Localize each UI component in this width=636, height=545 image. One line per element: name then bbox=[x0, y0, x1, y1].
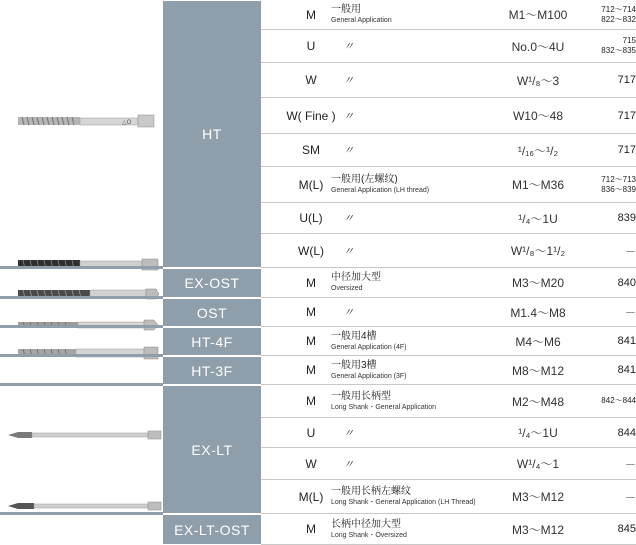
thread-type: M(L) bbox=[298, 489, 324, 504]
page-number: 717 bbox=[617, 144, 636, 156]
table-row bbox=[261, 234, 636, 268]
page-number: 844 bbox=[617, 426, 636, 439]
thread-type: M bbox=[306, 7, 316, 22]
svg-text:△O: △O bbox=[122, 119, 132, 126]
application-cn: 一般用4槽 bbox=[331, 330, 377, 342]
page-number: 839 bbox=[617, 212, 636, 224]
application-en: General Application (3F) bbox=[331, 372, 407, 380]
page-ref bbox=[585, 514, 636, 544]
thread-type: W bbox=[305, 456, 317, 471]
tap-ex-lt-ost-icon bbox=[8, 499, 163, 513]
page-number: － bbox=[625, 491, 636, 504]
size-range: ¹/₄～1U bbox=[518, 211, 558, 226]
application-cn: 长柄中径加大型 bbox=[331, 518, 401, 530]
ditto-mark: 〃 bbox=[343, 245, 354, 258]
table-row bbox=[261, 385, 636, 418]
page-number: 841 bbox=[617, 364, 636, 376]
page-number: － bbox=[625, 458, 636, 471]
application-cn: 中径加大型 bbox=[331, 272, 381, 283]
table-row bbox=[261, 98, 636, 134]
page-number: 841 bbox=[617, 335, 636, 347]
size-range: ¹/₁₆～¹/₂ bbox=[517, 143, 559, 158]
page-number: 715 bbox=[622, 36, 636, 45]
page-ref bbox=[585, 298, 636, 326]
group-divider bbox=[0, 325, 163, 328]
ditto-mark: 〃 bbox=[343, 213, 354, 225]
thread-type: W bbox=[305, 73, 317, 87]
page-number: 717 bbox=[617, 74, 636, 86]
table-row bbox=[261, 30, 636, 63]
tap-ex-lt-icon bbox=[8, 428, 163, 442]
page-number: 712～713 bbox=[601, 174, 636, 184]
thread-type: U(L) bbox=[299, 211, 323, 225]
application-cn: 一般用长柄左螺纹 bbox=[331, 486, 411, 497]
page-number: 845 bbox=[617, 523, 636, 535]
page-ref bbox=[585, 30, 636, 62]
page-ref bbox=[585, 0, 636, 29]
size-range: M3～M20 bbox=[511, 276, 564, 290]
table-row bbox=[261, 268, 636, 298]
series-label: HT-3F bbox=[163, 357, 261, 384]
page-ref bbox=[585, 448, 636, 479]
thread-type: SM bbox=[302, 143, 320, 157]
application-cn: 一般用(左螺纹) bbox=[331, 174, 398, 185]
size-range: No.0～4U bbox=[511, 39, 565, 54]
table-row bbox=[261, 418, 636, 448]
series-label: OST bbox=[163, 299, 261, 326]
application-en: Long Shank・General Application (LH Thread) bbox=[331, 499, 476, 506]
page-ref bbox=[585, 98, 636, 133]
group-divider bbox=[0, 296, 163, 299]
tap-ht-3f-icon bbox=[18, 345, 160, 361]
group-divider bbox=[0, 383, 163, 386]
size-range: M3～M12 bbox=[511, 490, 564, 504]
page-ref bbox=[585, 480, 636, 513]
page-number: 822～832 bbox=[601, 14, 636, 24]
series-label: EX-LT bbox=[163, 386, 261, 513]
size-range: M3～M12 bbox=[511, 522, 564, 537]
thread-type: M bbox=[306, 334, 316, 348]
thread-type: W(L) bbox=[298, 243, 324, 258]
table-row bbox=[261, 514, 636, 545]
thread-type: M(L) bbox=[298, 177, 324, 192]
application-cn: 一般用长柄型 bbox=[331, 390, 391, 402]
ditto-mark: 〃 bbox=[343, 458, 354, 471]
table-row bbox=[261, 203, 636, 234]
thread-type: U bbox=[306, 39, 316, 53]
table-row bbox=[261, 327, 636, 356]
size-range: M1.4～M8 bbox=[510, 305, 566, 320]
page-number: 836～839 bbox=[601, 184, 636, 194]
tap-ht-icon bbox=[18, 110, 158, 132]
group-divider bbox=[0, 266, 163, 269]
page-ref bbox=[585, 268, 636, 297]
series-label: EX-LT-OST bbox=[163, 515, 261, 544]
series-label: HT-4F bbox=[163, 328, 261, 355]
group-divider bbox=[0, 512, 163, 515]
page-ref bbox=[585, 385, 636, 417]
page-ref bbox=[585, 167, 636, 202]
size-range: W¹/₄～1 bbox=[516, 457, 560, 471]
table-row bbox=[261, 448, 636, 480]
application-en: General Application (LH thread) bbox=[331, 187, 430, 194]
page-number: 717 bbox=[617, 109, 636, 122]
page-ref bbox=[585, 63, 636, 97]
page-number: － bbox=[625, 307, 636, 319]
table-row bbox=[261, 167, 636, 203]
size-range: M1～M100 bbox=[508, 8, 568, 22]
size-range: W10～48 bbox=[512, 109, 564, 123]
group-divider bbox=[0, 354, 163, 357]
ditto-mark: 〃 bbox=[343, 145, 354, 157]
spec-rows bbox=[261, 0, 636, 539]
thread-type: M bbox=[306, 275, 316, 290]
thread-type: W( Fine ) bbox=[286, 108, 336, 123]
tap-ost-icon bbox=[18, 286, 160, 302]
application-en: General Application (4F) bbox=[331, 343, 407, 351]
table-row bbox=[261, 0, 636, 30]
page-ref bbox=[585, 234, 636, 267]
application-en: Long Shank・General Application bbox=[331, 403, 437, 411]
page-number: 842～844 bbox=[601, 396, 636, 405]
size-range: W¹/₈～3 bbox=[516, 73, 560, 88]
application-en: Long Shank・Oversized bbox=[331, 531, 407, 539]
table-row bbox=[261, 298, 636, 327]
ditto-mark: 〃 bbox=[343, 427, 354, 440]
page-ref bbox=[585, 327, 636, 355]
size-range: W¹/₈～1¹/₂ bbox=[510, 244, 566, 258]
tap-ex-ost-icon bbox=[18, 256, 160, 272]
ditto-mark: 〃 bbox=[343, 75, 354, 87]
size-range: M8～M12 bbox=[511, 363, 564, 378]
table-row bbox=[261, 356, 636, 385]
page-ref bbox=[585, 203, 636, 233]
application-cn: 一般用3槽 bbox=[331, 359, 377, 371]
application-cn: 一般用 bbox=[331, 4, 361, 15]
thread-type: M bbox=[306, 305, 316, 319]
thread-type: M bbox=[306, 522, 316, 536]
page-number: 832～835 bbox=[601, 46, 636, 55]
ditto-mark: 〃 bbox=[343, 110, 354, 123]
page-ref bbox=[585, 134, 636, 166]
ditto-mark: 〃 bbox=[343, 41, 354, 53]
tool-image-column bbox=[0, 0, 163, 527]
page-ref bbox=[585, 356, 636, 384]
thread-type: U bbox=[306, 425, 316, 440]
table-row bbox=[261, 480, 636, 514]
page-ref bbox=[585, 418, 636, 447]
table-row bbox=[261, 63, 636, 98]
series-label: HT bbox=[163, 1, 261, 267]
size-range: ¹/₄～1U bbox=[518, 426, 558, 440]
ditto-mark: 〃 bbox=[343, 307, 354, 319]
size-range: M4～M6 bbox=[515, 334, 561, 349]
page-number: 712～714 bbox=[601, 4, 636, 14]
size-range: M1～M36 bbox=[511, 178, 564, 192]
table-row bbox=[261, 134, 636, 167]
series-label: EX-OST bbox=[163, 269, 261, 297]
thread-type: M bbox=[306, 394, 316, 408]
application-en: General Application bbox=[331, 17, 392, 24]
application-en: Oversized bbox=[331, 285, 363, 292]
size-range: M2～M48 bbox=[511, 394, 564, 409]
thread-type: M bbox=[306, 363, 316, 377]
page-number: － bbox=[625, 245, 636, 258]
page-number: 840 bbox=[617, 276, 636, 289]
